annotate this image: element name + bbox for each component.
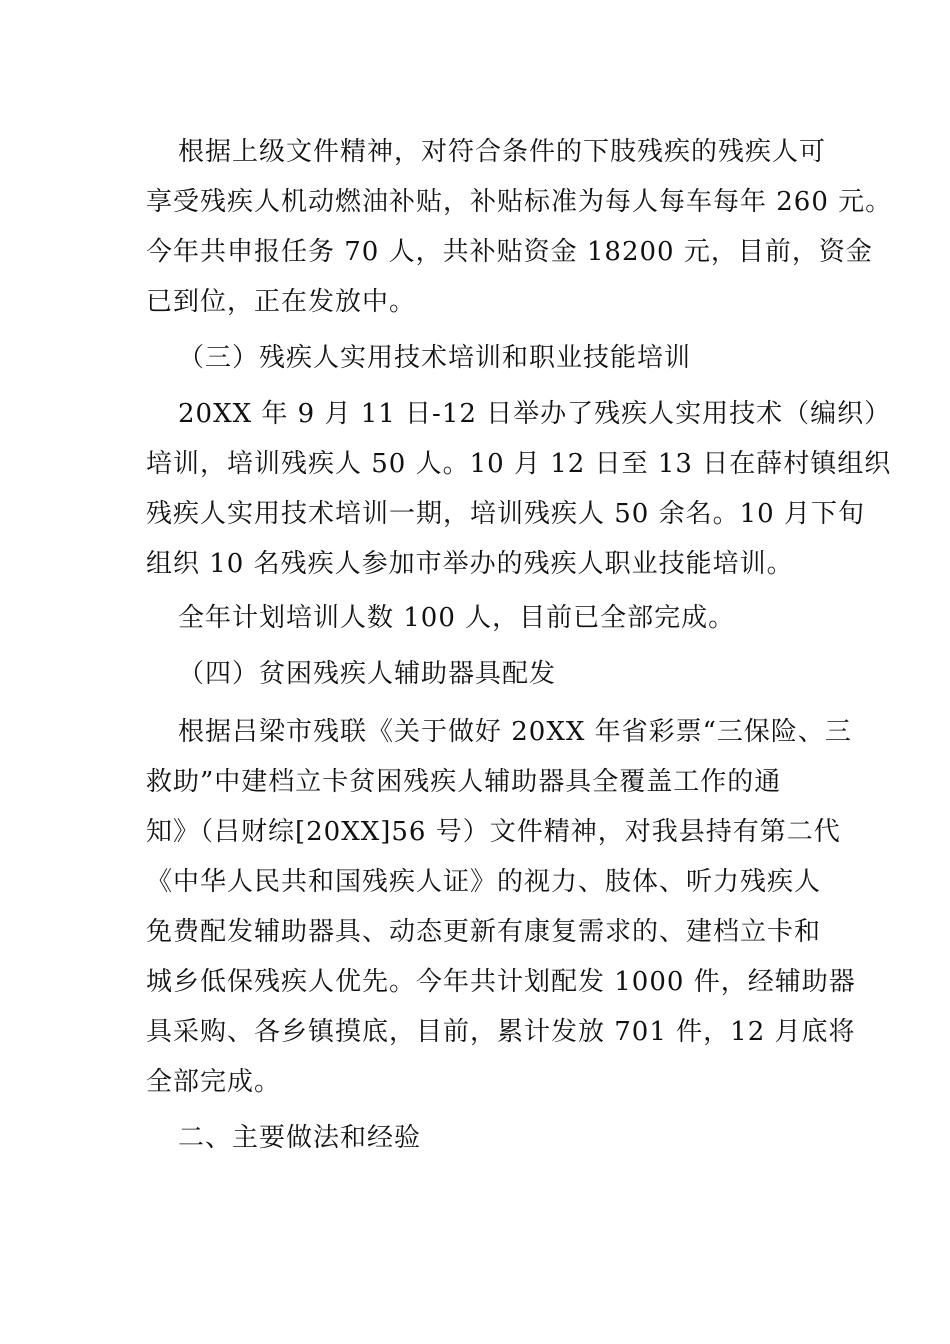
training-plan-line: 全年计划培训人数 100 人，目前已全部完成。 [178, 603, 736, 633]
heading-devices: （四）贫困残疾人辅助器具配发 [178, 659, 557, 689]
subsidy-line-2: 享受残疾人机动燃油补贴，补贴标准为每人每车每年 260 元。 [146, 187, 893, 217]
devices-line-8: 全部完成。 [146, 1067, 282, 1097]
training-line-1: 20XX 年 9 月 11 日-12 日举办了残疾人实用技术（编织） [178, 399, 892, 429]
devices-line-7: 具采购、各乡镇摸底，目前，累计发放 701 件，12 月底将 [146, 1017, 856, 1047]
devices-line-3: 知》（吕财综[20XX]56 号）文件精神，对我县持有第二代 [146, 817, 841, 847]
devices-line-4: 《中华人民共和国残疾人证》的视力、肢体、听力残疾人 [146, 867, 822, 897]
training-line-4: 组织 10 名残疾人参加市举办的残疾人职业技能培训。 [146, 549, 794, 579]
subsidy-line-3: 今年共申报任务 70 人，共补贴资金 18200 元，目前，资金 [146, 237, 873, 267]
training-line-3: 残疾人实用技术培训一期，培训残疾人 50 余名。10 月下旬 [146, 499, 865, 529]
subsidy-line-1: 根据上级文件精神，对符合条件的下肢残疾的残疾人可 [178, 137, 827, 167]
training-line-2: 培训，培训残疾人 50 人。10 月 12 日至 13 日在薛村镇组织 [146, 449, 892, 479]
devices-line-6: 城乡低保残疾人优先。今年共计划配发 1000 件，经辅助器 [146, 967, 856, 997]
devices-line-1: 根据吕梁市残联《关于做好 20XX 年省彩票“三保险、三 [178, 717, 852, 747]
section-heading-methods: 二、主要做法和经验 [178, 1123, 422, 1153]
devices-line-5: 免费配发辅助器具、动态更新有康复需求的、建档立卡和 [146, 917, 822, 947]
subsidy-line-4: 已到位，正在发放中。 [146, 287, 417, 317]
heading-training: （三）残疾人实用技术培训和职业技能培训 [178, 343, 692, 373]
devices-line-2: 救助”中建档立卡贫困残疾人辅助器具全覆盖工作的通 [146, 767, 782, 797]
